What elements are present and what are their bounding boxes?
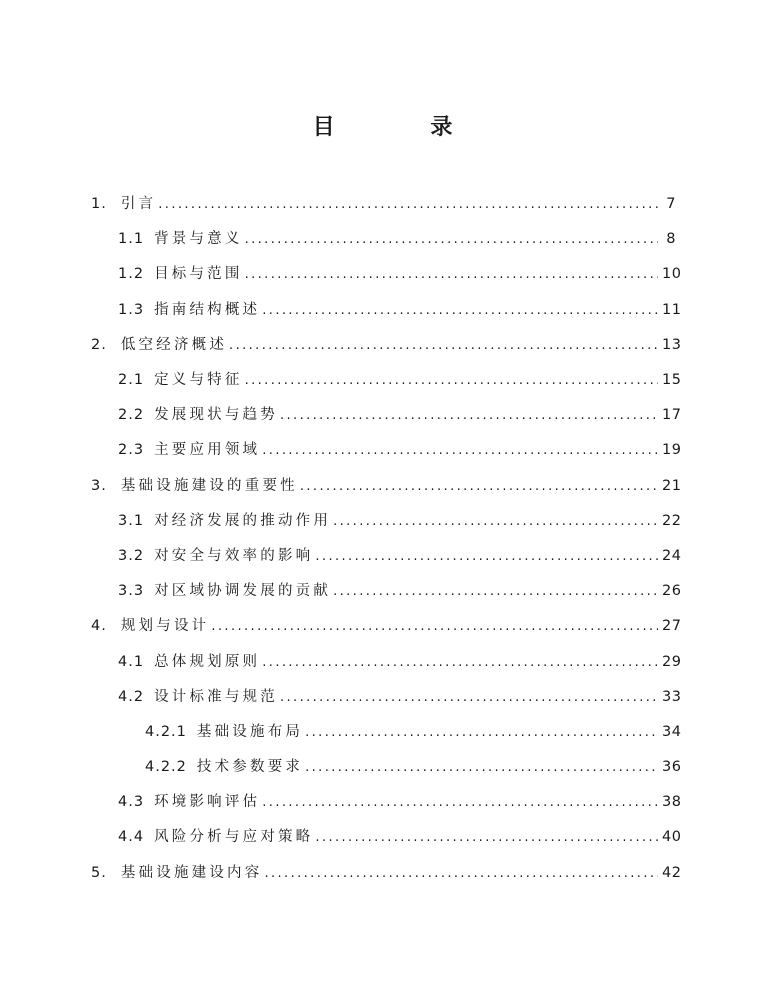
- toc-leader-dots: [211, 617, 658, 637]
- toc-entry-page: 40: [662, 829, 682, 846]
- toc-entry-label: 发展现状与趋势: [154, 407, 278, 424]
- toc-entry-label: 基础设施布局: [196, 723, 304, 740]
- toc-entry-page: 38: [662, 794, 682, 811]
- toc-entry[interactable]: [0, 398, 765, 433]
- toc-entry[interactable]: [0, 820, 765, 855]
- toc-entry-page: 24: [662, 547, 682, 564]
- toc-entry-page: 11: [662, 301, 682, 318]
- toc-entry-label: 设计标准与规范: [154, 688, 278, 705]
- toc-entry-number: 4.2.1: [145, 723, 187, 740]
- toc-entry-page: 26: [662, 583, 682, 600]
- toc-entry-page: 22: [662, 512, 682, 529]
- toc-leader-dots: [262, 793, 658, 813]
- toc-entry-page: 7: [666, 196, 676, 213]
- toc-entry-label: 技术参数要求: [196, 759, 304, 776]
- toc-entry-number: 1.2: [118, 266, 145, 283]
- toc-entry-page: 13: [662, 336, 682, 353]
- toc-entry-page: 36: [662, 759, 682, 776]
- toc-entry[interactable]: [0, 222, 765, 257]
- toc-entry-number: 4.1: [118, 653, 145, 670]
- toc-entry-number: 5.: [91, 864, 107, 881]
- toc-leader-dots: [262, 301, 658, 321]
- toc-entry-label: 背景与意义: [154, 231, 243, 248]
- toc-leader-dots: [315, 828, 658, 848]
- toc-entry[interactable]: [0, 856, 765, 891]
- toc-entry-number: 2.1: [118, 372, 145, 389]
- toc-leader-dots: [300, 477, 658, 497]
- toc-entry-page: 8: [666, 231, 676, 248]
- toc-entry-label: 风险分析与应对策略: [154, 829, 314, 846]
- toc-entry-label: 指南结构概述: [154, 301, 261, 318]
- toc-leader-dots: [315, 547, 658, 567]
- toc-entry[interactable]: [0, 574, 765, 609]
- toc-list: [0, 187, 765, 891]
- toc-entry[interactable]: [0, 785, 765, 820]
- toc-entry-label: 定义与特征: [154, 372, 243, 389]
- toc-entry-page: 33: [662, 688, 682, 705]
- toc-leader-dots: [245, 371, 658, 391]
- toc-entry-label: 对安全与效率的影响: [154, 547, 314, 564]
- toc-entry[interactable]: [0, 644, 765, 679]
- toc-entry[interactable]: [0, 609, 765, 644]
- toc-entry-page: 21: [662, 477, 682, 494]
- toc-entry-page: 17: [662, 407, 682, 424]
- toc-entry-page: 15: [662, 372, 682, 389]
- toc-leader-dots: [158, 195, 658, 215]
- toc-entry-number: 2.: [91, 336, 107, 353]
- toc-entry-number: 1.3: [118, 301, 145, 318]
- toc-entry-number: 2.3: [118, 442, 145, 459]
- toc-entry[interactable]: [0, 680, 765, 715]
- toc-entry[interactable]: [0, 328, 765, 363]
- toc-entry[interactable]: [0, 433, 765, 468]
- toc-leader-dots: [280, 688, 658, 708]
- toc-entry-label: 低空经济概述: [120, 336, 228, 353]
- toc-entry-number: 4.2: [118, 688, 145, 705]
- toc-leader-dots: [262, 441, 658, 461]
- toc-entry-label: 基础设施建设内容: [120, 864, 263, 881]
- toc-entry[interactable]: [0, 750, 765, 785]
- toc-entry-label: 对区域协调发展的贡献: [154, 583, 332, 600]
- toc-entry-number: 4.2.2: [145, 759, 187, 776]
- toc-entry-label: 规划与设计: [120, 618, 210, 635]
- toc-leader-dots: [264, 864, 658, 884]
- toc-entry[interactable]: [0, 293, 765, 328]
- toc-entry-label: 环境影响评估: [154, 794, 261, 811]
- toc-leader-dots: [280, 406, 658, 426]
- toc-entry[interactable]: [0, 469, 765, 504]
- toc-entry[interactable]: [0, 257, 765, 292]
- toc-entry-page: 29: [662, 653, 682, 670]
- toc-title: 目 录: [312, 115, 497, 140]
- toc-entry[interactable]: [0, 187, 765, 222]
- toc-leader-dots: [305, 723, 658, 743]
- toc-entry-number: 2.2: [118, 407, 145, 424]
- toc-leader-dots: [245, 230, 658, 250]
- toc-entry-page: 19: [662, 442, 682, 459]
- toc-entry-label: 主要应用领域: [154, 442, 261, 459]
- toc-entry-label: 总体规划原则: [154, 653, 261, 670]
- toc-entry-page: 10: [662, 266, 682, 283]
- toc-leader-dots: [229, 336, 658, 356]
- toc-entry-number: 4.4: [118, 829, 145, 846]
- toc-entry-label: 引言: [120, 196, 157, 213]
- toc-entry-number: 3.: [91, 477, 107, 494]
- toc-leader-dots: [245, 265, 658, 285]
- toc-entry-number: 3.2: [118, 547, 145, 564]
- toc-entry[interactable]: [0, 715, 765, 750]
- toc-entry[interactable]: [0, 504, 765, 539]
- toc-entry-label: 目标与范围: [154, 266, 243, 283]
- toc-entry-number: 1.: [91, 196, 107, 213]
- toc-leader-dots: [262, 653, 658, 673]
- toc-entry[interactable]: [0, 539, 765, 574]
- toc-entry-number: 3.3: [118, 583, 145, 600]
- toc-entry-label: 对经济发展的推动作用: [154, 512, 332, 529]
- toc-leader-dots: [333, 582, 658, 602]
- toc-leader-dots: [333, 512, 658, 532]
- toc-entry-label: 基础设施建设的重要性: [120, 477, 298, 494]
- toc-entry[interactable]: [0, 363, 765, 398]
- toc-entry-page: 42: [662, 864, 682, 881]
- toc-entry-page: 27: [662, 618, 682, 635]
- toc-entry-number: 4.: [91, 618, 107, 635]
- toc-leader-dots: [305, 758, 658, 778]
- toc-entry-number: 1.1: [118, 231, 145, 248]
- toc-entry-number: 3.1: [118, 512, 145, 529]
- toc-entry-number: 4.3: [118, 794, 145, 811]
- toc-entry-page: 34: [662, 723, 682, 740]
